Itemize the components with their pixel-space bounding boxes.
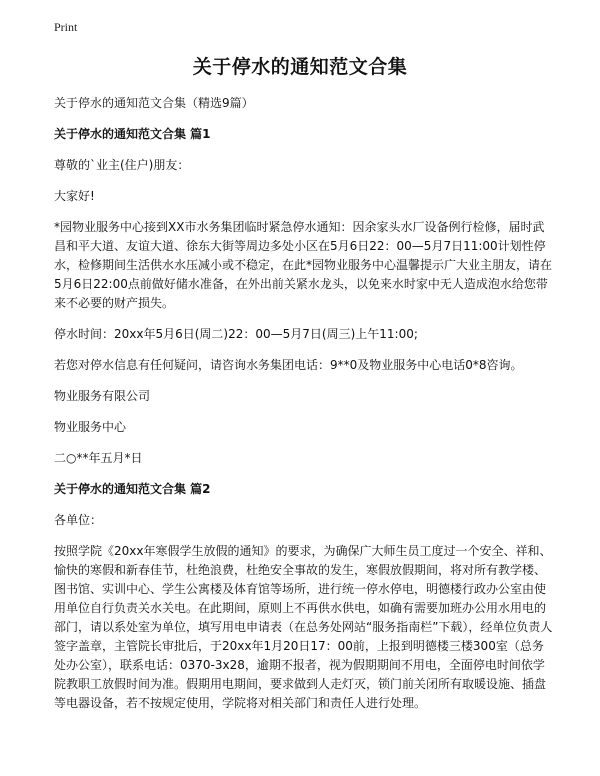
section-1-contact: 若您对停水信息有任何疑问，请咨询水务集团电话：9**0及物业服务中心电话0*8咨询。 — [54, 358, 523, 372]
section-2-salutation: 各单位： — [54, 513, 103, 527]
section-2-body: 按照学院《20xx年寒假学生放假的通知》的要求，为确保广大师生员工度过一个安全、祥和、愉快的寒假和新春佳节，杜绝浪费，杜绝安全事故的发生，寒假放假期间，将对所有教学楼、图书馆、实训中心、学生公寓楼及体育馆等场所，进行统一停水停电，明德楼行政办公室由使用单位自行负责关水关电。在此期间，原则上不再供水供电，如确有需要加班办公用水用电的部门，请以系处室为单位，填写用电申请表（在总务处网站“服务指南栏”下载），经单位负责人签字盖章，主管院长审批后，于20xx年1月20日17：00前，上报到明德楼三楼300室（总务处办公室），联系电话：0370-3x28，逾期不报者，视为假期期间不用电，全面停电时间依学院教职工放假时间为准。假期用电期间，要求做到人走灯灭，锁门前关闭所有取暖设施、插盘等电器设备，若不按规定使用，学院将对相关部门和责任人进行处理。 — [54, 544, 553, 710]
section-1-heading: 关于停水的通知范文合集 篇1 — [54, 127, 211, 141]
section-1-signature-center: 物业服务中心 — [54, 420, 127, 434]
document-subtitle: 关于停水的通知范文合集（精选9篇） — [54, 96, 254, 110]
section-1-time: 停水时间：20xx年5月6日(周二)22：00—5月7日(周三)上午11:00; — [54, 327, 418, 341]
section-1-body: *园物业服务中心接到XX市水务集团临时紧急停水通知：因余家头水厂设备例行检修，届时武昌和平大道、友谊大道、徐东大街等周边多处小区在5月6日22：00—5月7日11:00计划性停水，检修期间生活供水水压减小或不稳定，在此*园物业服务中心温馨提示广大业主朋友，请在5月6日22:00点前做好储水准备，在外出前关紧水龙头，以免来水时家中无人造成泡水给您带来不必要的财产损失。 — [54, 220, 553, 310]
print-label[interactable]: Print — [54, 20, 78, 34]
page-title: 关于停水的通知范文合集 — [192, 56, 408, 78]
section-1-greeting: 大家好! — [54, 189, 95, 203]
section-2-heading: 关于停水的通知范文合集 篇2 — [54, 482, 211, 496]
section-1-salutation: 尊敬的`业主(住户)朋友： — [54, 158, 190, 172]
section-1-date: 二○**年五月*日 — [54, 451, 143, 465]
document-body — [54, 94, 554, 713]
section-1-signature-company: 物业服务有限公司 — [54, 389, 151, 403]
